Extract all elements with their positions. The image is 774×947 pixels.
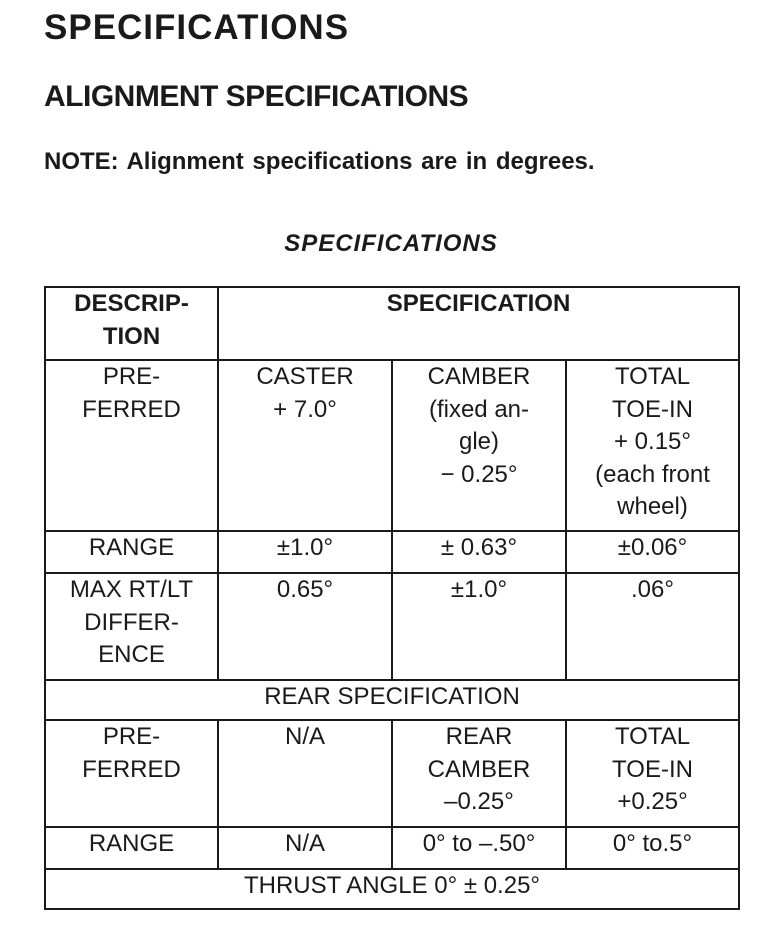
thrust-angle-row — [45, 869, 739, 909]
table-row-front-range — [45, 531, 739, 573]
caster-cell: CASTER + 7.0° — [218, 360, 392, 531]
toe-in-cell: 0° to.5° — [566, 827, 739, 869]
camber-cell: 0° to –.50° — [392, 827, 566, 869]
caster-cell: ±1.0° — [218, 531, 392, 573]
row-label: MAX RT/LT DIFFER- ENCE — [45, 573, 218, 680]
rear-specification-header-row — [45, 680, 739, 720]
row-label: PRE- FERRED — [45, 720, 218, 827]
header-specification: SPECIFICATION — [218, 287, 739, 360]
table-row-front-preferred — [45, 360, 739, 531]
toe-in-cell: ±0.06° — [566, 531, 739, 573]
camber-cell: ± 0.63° — [392, 531, 566, 573]
toe-in-cell: TOTAL TOE-IN +0.25° — [566, 720, 739, 827]
row-label: PRE- FERRED — [45, 360, 218, 531]
header-description: DESCRIP- TION — [45, 287, 218, 360]
table-row-max-difference — [45, 573, 739, 680]
page-title: SPECIFICATIONS — [44, 8, 350, 47]
note-text: NOTE: Alignment specifications are in degrees. — [44, 148, 595, 175]
camber-cell: ±1.0° — [392, 573, 566, 680]
row-label: RANGE — [45, 531, 218, 573]
camber-cell: REAR CAMBER –0.25° — [392, 720, 566, 827]
table-header-row — [45, 287, 739, 360]
toe-in-cell: .06° — [566, 573, 739, 680]
table-row-rear-preferred — [45, 720, 739, 827]
caster-cell: N/A — [218, 827, 392, 869]
table-caption: SPECIFICATIONS — [284, 230, 498, 257]
caster-cell: N/A — [218, 720, 392, 827]
thrust-angle-cell: THRUST ANGLE 0° ± 0.25° — [45, 869, 739, 909]
alignment-spec-table — [44, 286, 740, 910]
table-row-rear-range — [45, 827, 739, 869]
rear-specification-header: REAR SPECIFICATION — [45, 680, 739, 720]
caster-cell: 0.65° — [218, 573, 392, 680]
toe-in-cell: TOTAL TOE-IN + 0.15° (each front wheel) — [566, 360, 739, 531]
row-label: RANGE — [45, 827, 218, 869]
section-title: ALIGNMENT SPECIFICATIONS — [44, 80, 469, 113]
camber-cell: CAMBER (fixed an- gle) − 0.25° — [392, 360, 566, 531]
